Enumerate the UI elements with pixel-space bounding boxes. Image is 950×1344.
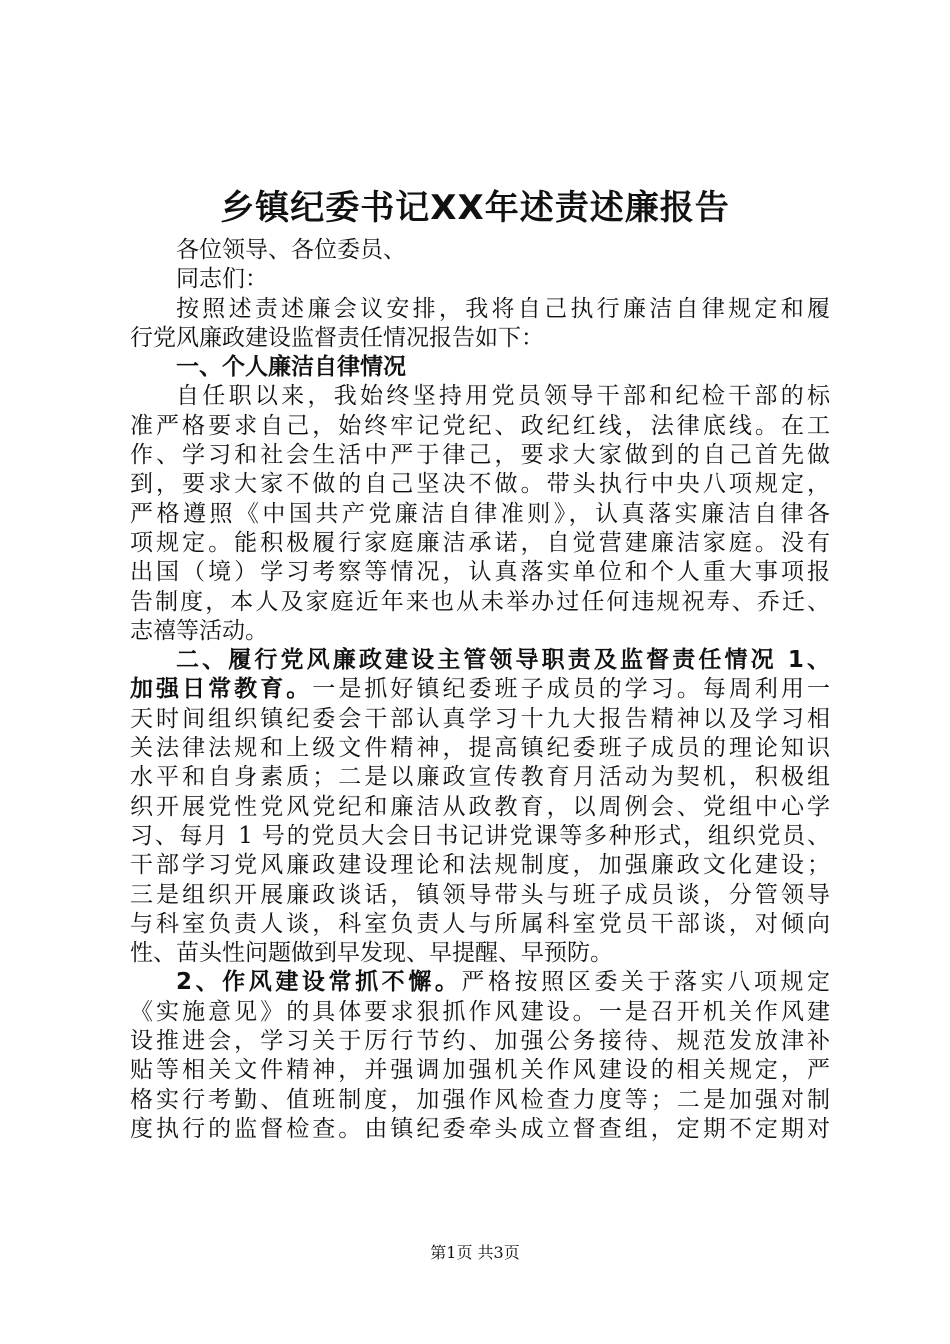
- document-body: [130, 236, 830, 1144]
- paragraph-text: 严格按照区委关于落实八项规定: [461, 969, 830, 996]
- paragraph-line: 准严格要求自己，始终牢记党纪、政纪红线，法律底线。在工: [130, 412, 830, 439]
- paragraph-line: [130, 675, 830, 704]
- paragraph-line: 织开展党性党风党纪和廉洁从政教育，以周例会、党组中心学: [130, 793, 830, 820]
- paragraph-line: 关法律法规和上级文件精神，提高镇纪委班子成员的理论知识: [130, 735, 830, 762]
- section-heading: 一、个人廉洁自律情况: [176, 354, 406, 381]
- section-heading: 二、履行党风廉政建设主管领导职责及监督责任情况 1、: [176, 647, 830, 674]
- paragraph-line: 天时间组织镇纪委会干部认真学习十九大报告精神以及学习相: [130, 705, 830, 732]
- subsection-heading: 加强日常教育。: [130, 676, 313, 703]
- paragraph-line: 出国（境）学习考察等情况，认真落实单位和个人重大事项报: [130, 559, 830, 586]
- paragraph-line: 行党风廉政建设监督责任情况报告如下：: [130, 324, 544, 351]
- paragraph-line: 严格遵照《中国共产党廉洁自律准则》，认真落实廉洁自律各: [130, 500, 830, 527]
- salutation-line: 各位领导、各位委员、: [176, 237, 406, 263]
- paragraph-line: 贴等相关文件精神，并强调加强机关作风建设的相关规定，严: [130, 1057, 830, 1084]
- paragraph-line: [130, 968, 830, 997]
- document-title: 乡镇纪委书记XX年述责述廉报告: [220, 188, 730, 228]
- paragraph-line: 自任职以来，我始终坚持用党员领导干部和纪检干部的标: [176, 383, 830, 410]
- paragraph-line: 性、苗头性问题做到早发现、早提醒、早预防。: [130, 940, 613, 967]
- paragraph-line: 作、学习和社会生活中严于律己，要求大家做到的自己首先做: [130, 442, 830, 469]
- page-footer: 第1页 共3页: [430, 1243, 520, 1262]
- subsection-heading: 2、作风建设常抓不懈。: [176, 969, 462, 996]
- paragraph-line: 《实施意见》的具体要求狠抓作风建设。一是召开机关作风建: [130, 998, 830, 1025]
- paragraph-line: 到，要求大家不做的自己坚决不做。带头执行中央八项规定，: [130, 471, 830, 498]
- paragraph-line: 度执行的监督检查。由镇纪委牵头成立督查组，定期不定期对: [130, 1115, 830, 1142]
- paragraph-line: 干部学习党风廉政建设理论和法规制度，加强廉政文化建设；: [130, 852, 830, 879]
- paragraph-line: 三是组织开展廉政谈话，镇领导带头与班子成员谈，分管领导: [130, 881, 830, 908]
- paragraph-line: 告制度，本人及家庭近年来也从未举办过任何违规祝寿、乔迁、: [130, 588, 830, 615]
- paragraph-line: 项规定。能积极履行家庭廉洁承诺，自觉营建廉洁家庭。没有: [130, 529, 830, 556]
- paragraph-line: 设推进会，学习关于厉行节约、加强公务接待、规范发放津补: [130, 1028, 830, 1055]
- paragraph-line: 与科室负责人谈，科室负责人与所属科室党员干部谈，对倾向: [130, 910, 830, 937]
- paragraph-text: 一是抓好镇纪委班子成员的学习。每周利用一: [312, 676, 830, 703]
- paragraph-line: 习、每月 1 号的党员大会日书记讲党课等多种形式，组织党员、: [130, 822, 830, 849]
- paragraph-line: 志禧等活动。: [130, 617, 268, 644]
- salutation-line: 同志们：: [176, 266, 268, 293]
- paragraph-line: 水平和自身素质；二是以廉政宣传教育月活动为契机，积极组: [130, 764, 830, 791]
- paragraph-line: 格实行考勤、值班制度，加强作风检查力度等；二是加强对制: [130, 1086, 830, 1113]
- paragraph-line: 按照述责述廉会议安排，我将自己执行廉洁自律规定和履: [176, 295, 830, 322]
